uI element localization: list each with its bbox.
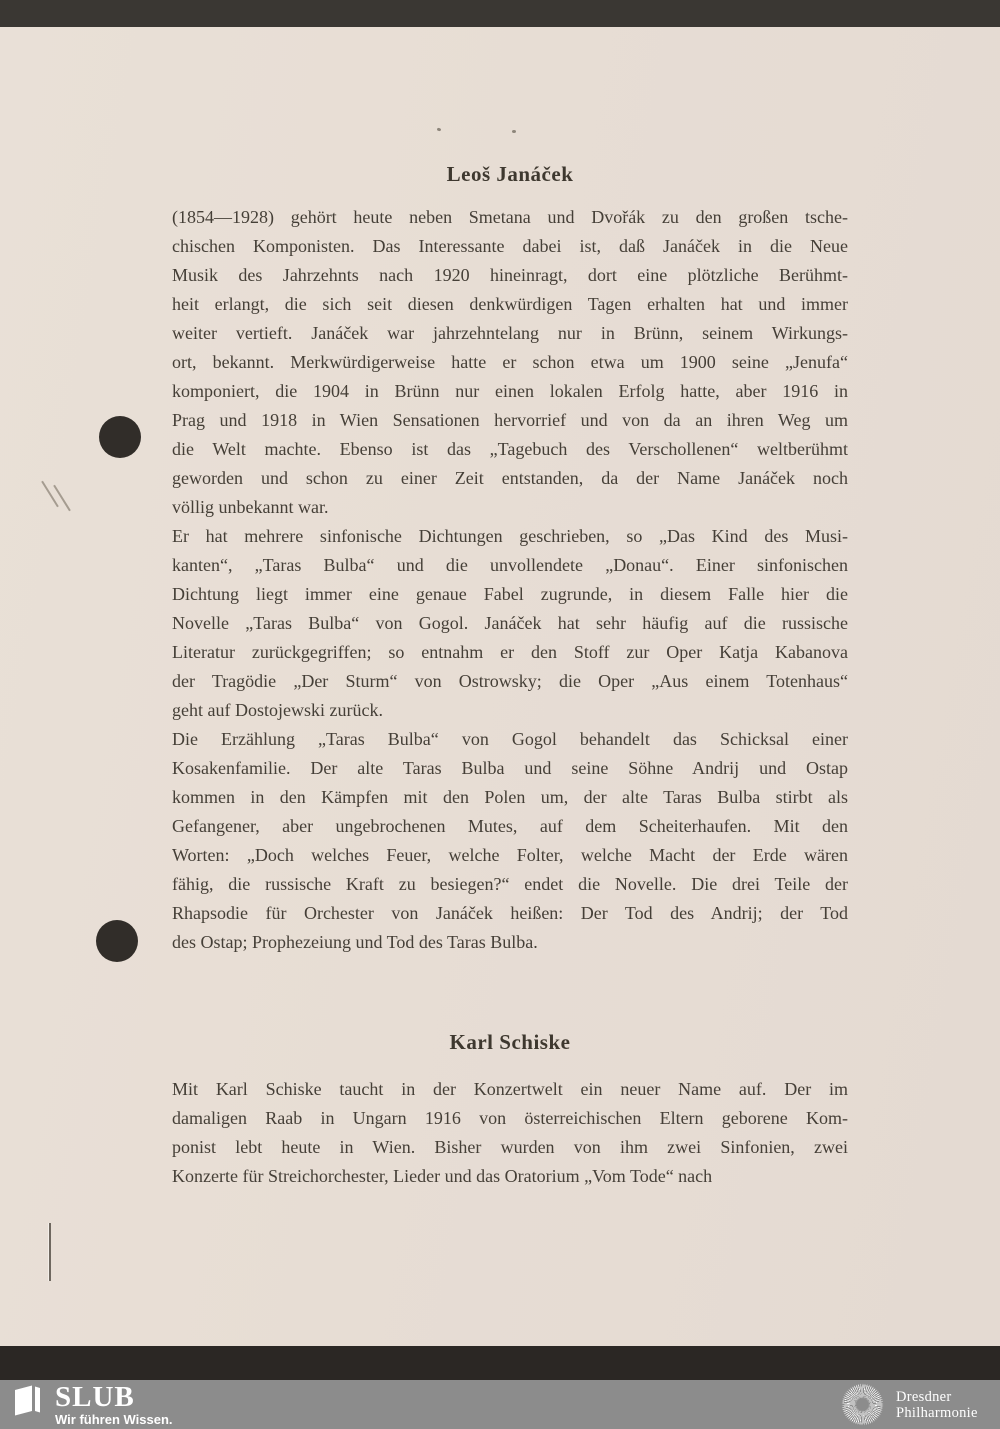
text-line: (1854—1928) gehört heute neben Smetana und Dvořák zu den großen tsche- [172, 207, 848, 227]
footer-bar [0, 1380, 1000, 1429]
body-text [172, 161, 848, 1191]
text-line: komponiert, die 1904 in Brünn nur einen lokalen Erfolg hatte, aber 1916 in [172, 381, 848, 401]
top-scan-edge [0, 0, 1000, 27]
text-line: Die Erzählung „Taras Bulba“ von Gogol behandelt das Schicksal einer [172, 729, 848, 749]
section-schiske [172, 1029, 848, 1191]
text-line: Kosakenfamilie. Der alte Taras Bulba und seine Söhne Andrij und Ostap [172, 758, 848, 778]
section-title-janacek: Leoš Janáček [446, 162, 574, 186]
text-line: fähig, die russische Kraft zu besiegen?“ endet die Novelle. Die drei Teile der [172, 874, 848, 894]
philharmonie-wordmark [896, 1389, 978, 1421]
philharmonie-line2: Philharmonie [896, 1404, 978, 1421]
text-line: Mit Karl Schiske taucht in der Konzertwelt ein neuer Name auf. Der im [172, 1079, 848, 1099]
paper-speck [512, 130, 516, 133]
open-book-icon [14, 1385, 41, 1416]
text-line: geht auf Dostojewski zurück. [172, 700, 383, 720]
bottom-scan-edge [0, 1346, 1000, 1380]
hole-punch-top [99, 416, 141, 458]
text-line: Konzerte für Streichorchester, Lieder und das Oratorium „Vom Tode“ nach [172, 1166, 713, 1186]
slub-tagline: Wir führen Wissen. [55, 1412, 173, 1427]
text-line: des Ostap; Prophezeiung und Tod des Taras Bulba. [172, 932, 538, 952]
section-janacek-paragraphs [172, 203, 848, 957]
text-line: der Tragödie „Der Sturm“ von Ostrowsky; die Oper „Aus einem Totenhaus“ [172, 671, 848, 691]
text-line: Worten: „Doch welches Feuer, welche Folter, welche Macht der Erde wären [172, 845, 848, 865]
paper-speck [437, 127, 442, 131]
section-schiske-paragraphs [172, 1075, 848, 1191]
text-line: Prag und 1918 in Wien Sensationen hervorrief und von da an ihren Weg um [172, 410, 848, 430]
slub-wordmark: SLUB [55, 1381, 135, 1413]
text-line: Novelle „Taras Bulba“ von Gogol. Janáček hat sehr häufig auf die russische [172, 613, 848, 633]
text-line: chischen Komponisten. Das Interessante dabei ist, daß Janáček in die Neue [172, 236, 848, 256]
text-line: weiter vertieft. Janáček war jahrzehntelang nur in Brünn, seinem Wirkungs- [172, 323, 848, 343]
text-line: damaligen Raab in Ungarn 1916 von österreichischen Eltern geborene Kom- [172, 1108, 848, 1128]
text-line: Er hat mehrere sinfonische Dichtungen geschrieben, so „Das Kind des Musi- [172, 526, 848, 546]
text-line: kommen in den Kämpfen mit den Polen um, der alte Taras Bulba stirbt als [172, 787, 848, 807]
text-line: die Welt machte. Ebenso ist das „Tagebuch des Verschollenen“ weltberühmt [172, 439, 848, 459]
slub-logo [14, 1383, 173, 1427]
philharmonie-line1: Dresdner [896, 1388, 952, 1405]
philharmonie-logo [841, 1383, 978, 1426]
text-line: Gefangener, aber ungebrochenen Mutes, auf dem Scheiterhaufen. Mit den [172, 816, 848, 836]
text-line: völlig unbekannt war. [172, 497, 329, 517]
slit-mark [49, 1223, 51, 1281]
starburst-icon [841, 1383, 884, 1426]
hole-punch-bottom [96, 920, 138, 962]
text-line: Literatur zurückgegriffen; so entnahm er den Stoff zur Oper Katja Kabanova [172, 642, 848, 662]
text-line: ponist lebt heute in Wien. Bisher wurden von ihm zwei Sinfonien, zwei [172, 1137, 848, 1157]
text-line: Dichtung liegt immer eine genaue Fabel zugrunde, in diesem Falle hier die [172, 584, 848, 604]
section-janacek [172, 161, 848, 957]
text-line: heit erlangt, die sich seit diesen denkwürdigen Tagen erhalten hat und immer [172, 294, 848, 314]
section-title-schiske: Karl Schiske [449, 1030, 571, 1054]
text-line: Rhapsodie für Orchester von Janáček heißen: Der Tod des Andrij; der Tod [172, 903, 848, 923]
text-line: geworden und schon zu einer Zeit entstanden, da der Name Janáček noch [172, 468, 848, 488]
text-line: Musik des Jahrzehnts nach 1920 hineinragt, dort eine plötzliche Berühmt- [172, 265, 848, 285]
slub-text-block [55, 1383, 173, 1427]
text-line: kanten“, „Taras Bulba“ und die unvollendete „Donau“. Einer sinfonischen [172, 555, 848, 575]
text-line: ort, bekannt. Merkwürdigerweise hatte er schon etwa um 1900 seine „Jenufa“ [172, 352, 848, 372]
